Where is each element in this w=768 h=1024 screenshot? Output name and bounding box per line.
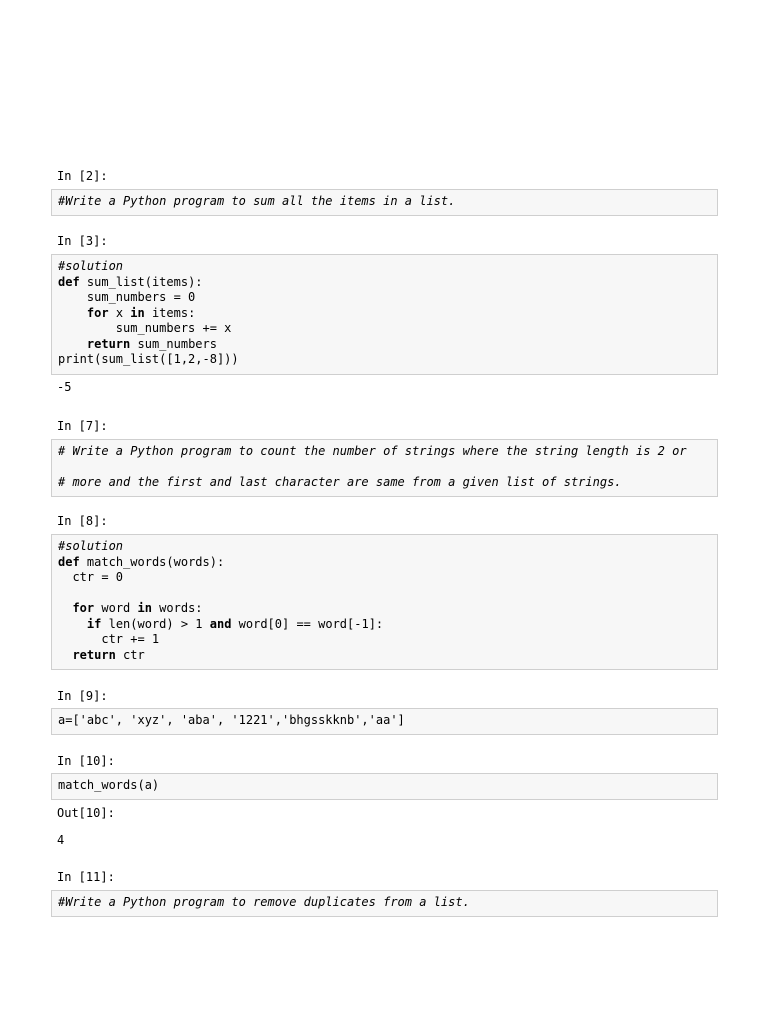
code-text: sum_list(items): [86, 274, 203, 289]
code-cell[interactable] [51, 773, 718, 800]
input-prompt: In [2]: [57, 169, 108, 183]
code-comment: # more and the first and last character are same from a given list of strings. [58, 475, 622, 489]
code-cell[interactable] [51, 534, 718, 670]
code-line [58, 586, 711, 602]
input-prompt: In [10]: [57, 754, 115, 768]
code-comment: #solution [58, 539, 124, 553]
code-line [58, 306, 711, 322]
code-line [58, 555, 711, 571]
code-line: ctr += 1 [58, 632, 160, 646]
code-cell[interactable] [51, 254, 718, 375]
code-text: match_words(words): [86, 554, 225, 569]
code-comment: #Write a Python program to remove duplicates from a list. [58, 895, 470, 909]
code-text: len(word) > 1 [108, 616, 210, 631]
keyword: return [72, 647, 116, 662]
code-comment: # Write a Python program to count the number of strings where the string length is 2 or [58, 444, 687, 458]
code-text: word[0] == word[-1]: [231, 616, 384, 631]
input-prompt: In [11]: [57, 870, 115, 884]
markdown-cell[interactable] [51, 189, 718, 216]
input-prompt: In [3]: [57, 234, 108, 248]
markdown-cell[interactable] [51, 439, 718, 497]
cell-output: -5 [57, 380, 72, 394]
keyword: for [86, 305, 109, 320]
code-comment: #solution [58, 259, 124, 273]
code-line [58, 601, 711, 617]
input-prompt: In [8]: [57, 514, 108, 528]
keyword: return [86, 336, 131, 351]
code-text: x [108, 305, 131, 320]
code-line: sum_numbers = 0 [58, 290, 196, 304]
cell-output: 4 [57, 833, 65, 847]
code-line: sum_numbers += x [58, 321, 232, 335]
keyword: in [137, 601, 152, 615]
code-line: match_words(a) [58, 778, 160, 792]
code-comment: #Write a Python program to sum all the items in a list. [58, 194, 456, 208]
code-text: items: [144, 305, 196, 320]
output-prompt: Out[10]: [57, 806, 115, 820]
keyword: and [209, 616, 232, 631]
keyword: in [130, 305, 145, 320]
code-line: a=['abc', 'xyz', 'aba', '1221','bhgsskknb','aa'] [58, 713, 405, 727]
code-comment [58, 460, 711, 476]
code-text: sum_numbers [130, 336, 217, 351]
code-line: ctr = 0 [58, 570, 124, 584]
code-line [58, 617, 711, 633]
code-text: ctr [115, 647, 145, 662]
code-line [58, 648, 711, 664]
keyword: def [58, 554, 80, 569]
keyword: def [58, 274, 80, 289]
code-text: words: [151, 601, 203, 615]
code-line [58, 337, 711, 353]
code-text: word [94, 601, 138, 615]
code-cell[interactable] [51, 708, 718, 735]
code-line [58, 275, 711, 291]
keyword: for [72, 601, 95, 615]
input-prompt: In [9]: [57, 689, 108, 703]
input-prompt: In [7]: [57, 419, 108, 433]
markdown-cell[interactable] [51, 890, 718, 917]
code-line: print(sum_list([1,2,-8])) [58, 352, 239, 366]
keyword: if [86, 616, 102, 631]
